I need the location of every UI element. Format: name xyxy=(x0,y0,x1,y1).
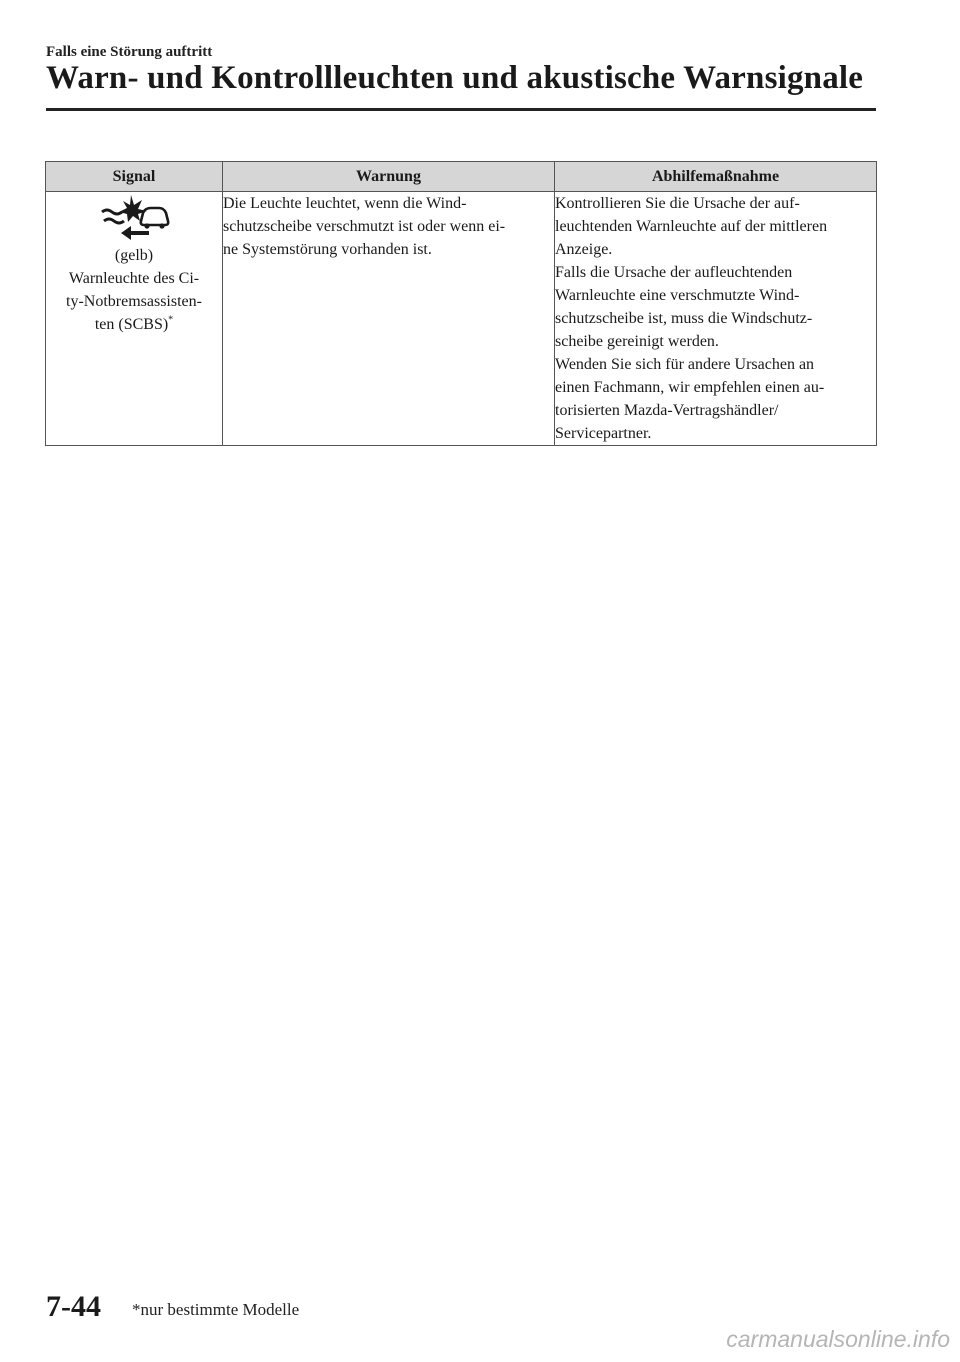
column-header-action: Abhilfemaßnahme xyxy=(555,162,877,192)
action-line-7: scheibe gereinigt werden. xyxy=(555,333,719,350)
warning-cell xyxy=(223,192,555,446)
watermark: carmanualsonline.info xyxy=(726,1326,950,1352)
city-brake-support-icon xyxy=(97,192,171,240)
page-title: Warn- und Kontrollleuchten und akustische Warnsignale xyxy=(46,60,864,96)
signal-name-line-2: ty-Notbremsassisten- xyxy=(66,293,202,310)
signal-color: (gelb) xyxy=(114,247,154,264)
action-line-3: Anzeige. xyxy=(555,241,613,258)
action-line-11: Servicepartner. xyxy=(555,425,652,442)
section-label: Falls eine Störung auftritt xyxy=(46,44,213,60)
warning-line-2: schutzscheibe verschmutzt ist oder wenn ei- xyxy=(223,218,506,235)
action-line-4: Falls die Ursache der aufleuchtenden xyxy=(555,264,793,281)
action-line-10: torisierten Mazda-Vertragshändler/ xyxy=(555,402,779,419)
action-line-8: Wenden Sie sich für andere Ursachen an xyxy=(555,356,815,373)
column-header-signal: Signal xyxy=(46,162,223,192)
warning-line-3: ne Systemstörung vorhanden ist. xyxy=(223,241,432,258)
title-divider xyxy=(46,108,876,111)
footnote-mark: * xyxy=(168,314,174,326)
table-header-row xyxy=(46,162,877,192)
table-row xyxy=(46,192,877,446)
signal-name-text: ten (SCBS) xyxy=(94,316,169,333)
warning-table xyxy=(45,161,877,446)
action-line-1: Kontrollieren Sie die Ursache der auf- xyxy=(555,195,800,212)
action-line-9: einen Fachmann, wir empfehlen einen au- xyxy=(555,379,825,396)
action-line-2: leuchtenden Warnleuchte auf der mittleren xyxy=(555,218,828,235)
signal-name-line-1: Warnleuchte des Ci- xyxy=(68,270,200,287)
footnote: *nur bestimmte Modelle xyxy=(132,1300,300,1319)
action-line-6: schutzscheibe ist, muss die Windschutz- xyxy=(555,310,813,327)
column-header-warning: Warnung xyxy=(223,162,555,192)
page-number: 7-44 xyxy=(46,1290,101,1323)
signal-cell xyxy=(46,192,223,446)
signal-name-line-3 xyxy=(46,313,222,336)
action-line-5: Warnleuchte eine verschmutzte Wind- xyxy=(555,287,800,304)
warning-line-1: Die Leuchte leuchtet, wenn die Wind- xyxy=(223,195,467,212)
action-cell xyxy=(555,192,877,446)
